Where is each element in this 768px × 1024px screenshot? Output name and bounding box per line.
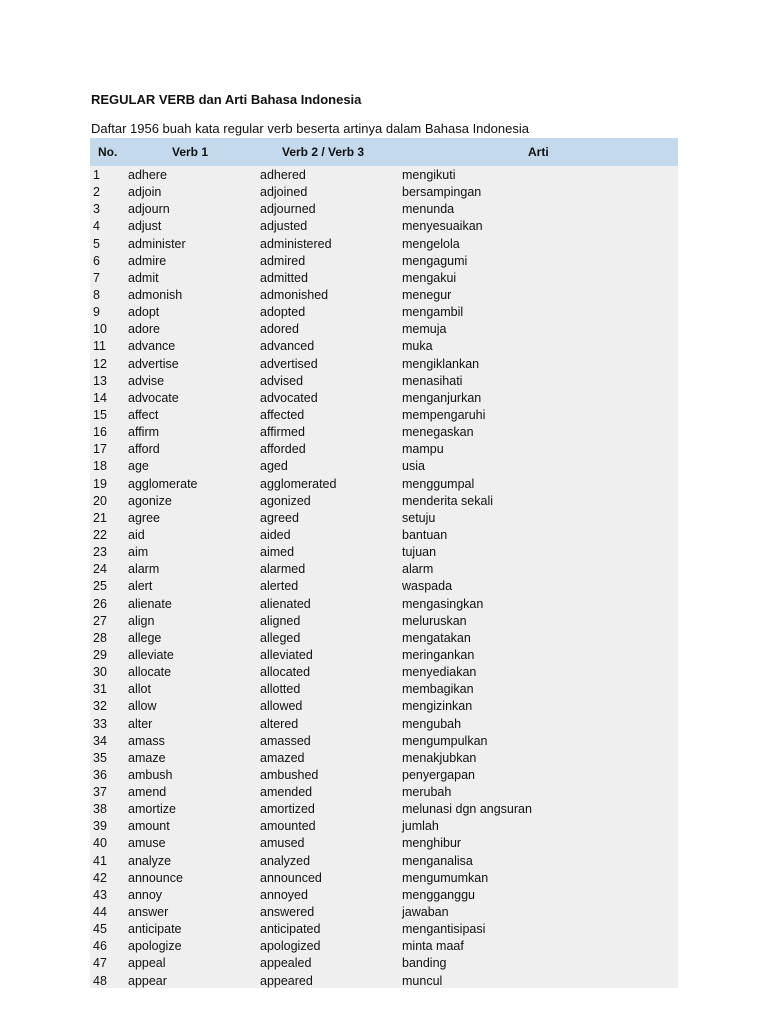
table-row <box>90 184 678 201</box>
cell-no: 28 <box>93 630 107 645</box>
cell-no: 11 <box>93 339 106 354</box>
cell-verb1: alleviate <box>128 647 174 662</box>
table-row <box>90 253 678 270</box>
cell-arti: usia <box>402 459 425 474</box>
cell-verb1: align <box>128 613 155 628</box>
cell-verb1: agglomerate <box>128 476 198 491</box>
cell-arti: menghibur <box>402 836 462 851</box>
cell-verb1: amortize <box>128 802 176 817</box>
cell-verb1: admit <box>128 270 159 285</box>
cell-arti: waspada <box>402 579 453 594</box>
cell-verb1: answer <box>128 905 169 920</box>
cell-verb23: amazed <box>260 750 305 765</box>
cell-verb23: advised <box>260 373 304 388</box>
cell-arti: mengiklankan <box>402 356 480 371</box>
cell-arti: melunasi dgn angsuran <box>402 802 532 817</box>
table-row <box>90 561 678 578</box>
cell-verb1: adjust <box>128 219 162 234</box>
cell-verb23: agreed <box>260 510 299 525</box>
cell-no: 22 <box>93 527 107 542</box>
cell-verb1: allow <box>128 699 157 714</box>
cell-arti: menggumpal <box>402 476 475 491</box>
cell-verb23: aligned <box>260 613 301 628</box>
cell-no: 46 <box>93 939 107 954</box>
cell-verb23: adored <box>260 322 299 337</box>
cell-no: 15 <box>93 407 107 422</box>
cell-arti: setuju <box>402 510 436 525</box>
cell-arti: minta maaf <box>402 939 464 954</box>
cell-no: 3 <box>93 202 100 217</box>
cell-verb1: admire <box>128 253 167 268</box>
cell-verb23: afforded <box>260 442 306 457</box>
cell-arti: mengagumi <box>402 253 468 268</box>
cell-verb23: anticipated <box>260 922 321 937</box>
cell-arti: bantuan <box>402 527 448 542</box>
cell-verb23: answered <box>260 905 315 920</box>
cell-no: 5 <box>93 236 100 251</box>
cell-verb1: amaze <box>128 750 166 765</box>
cell-verb1: allocate <box>128 665 172 680</box>
cell-verb1: anticipate <box>128 922 182 937</box>
cell-no: 43 <box>93 887 107 902</box>
cell-arti: menakjubkan <box>402 750 477 765</box>
cell-no: 34 <box>93 733 107 748</box>
table-row <box>90 527 678 544</box>
cell-arti: mengumumkan <box>402 870 489 885</box>
cell-verb1: alienate <box>128 596 172 611</box>
cell-verb23: advocated <box>260 390 318 405</box>
cell-verb23: appeared <box>260 973 313 988</box>
cell-arti: mengambil <box>402 305 464 320</box>
cell-verb23: affected <box>260 407 305 422</box>
cell-no: 1 <box>93 168 100 182</box>
cell-arti: alarm <box>402 562 434 577</box>
table-row <box>90 356 678 373</box>
cell-verb23: adjoined <box>260 185 308 200</box>
cell-no: 14 <box>93 390 107 405</box>
cell-verb23: allowed <box>260 699 303 714</box>
cell-arti: mengubah <box>402 716 462 731</box>
table-row <box>90 441 678 458</box>
table-row <box>90 887 678 904</box>
cell-verb23: altered <box>260 716 299 731</box>
table-row <box>90 698 678 715</box>
cell-arti: merubah <box>402 785 452 800</box>
cell-no: 18 <box>93 459 107 474</box>
cell-verb23: admitted <box>260 270 308 285</box>
header-no: No. <box>98 145 118 159</box>
cell-verb23: allotted <box>260 682 301 697</box>
table-row <box>90 338 678 355</box>
table-row <box>90 835 678 852</box>
cell-no: 42 <box>93 870 107 885</box>
table-row <box>90 904 678 921</box>
cell-arti: memuja <box>402 322 447 337</box>
cell-no: 20 <box>93 493 107 508</box>
table-row <box>90 853 678 870</box>
table-row <box>90 716 678 733</box>
cell-verb1: allege <box>128 630 162 645</box>
cell-arti: mempengaruhi <box>402 407 486 422</box>
table-row <box>90 630 678 647</box>
cell-arti: mengantisipasi <box>402 922 486 937</box>
cell-arti: menegaskan <box>402 425 474 440</box>
cell-no: 40 <box>93 836 107 851</box>
table-row <box>90 287 678 304</box>
cell-verb1: agonize <box>128 493 172 508</box>
cell-verb23: alarmed <box>260 562 306 577</box>
cell-verb23: alerted <box>260 579 299 594</box>
cell-arti: mengatakan <box>402 630 471 645</box>
cell-verb1: age <box>128 459 149 474</box>
cell-verb1: amend <box>128 785 167 800</box>
cell-arti: membagikan <box>402 682 474 697</box>
cell-verb1: aim <box>128 545 149 560</box>
cell-no: 31 <box>93 682 107 697</box>
cell-verb1: apologize <box>128 939 182 954</box>
cell-verb1: alert <box>128 579 153 594</box>
cell-arti: menyediakan <box>402 665 477 680</box>
cell-verb23: advanced <box>260 339 315 354</box>
cell-arti: menasihati <box>402 373 463 388</box>
table-body <box>90 166 678 990</box>
cell-verb23: announced <box>260 870 322 885</box>
cell-verb23: aided <box>260 527 291 542</box>
table-row <box>90 373 678 390</box>
cell-no: 30 <box>93 665 107 680</box>
cell-verb1: amuse <box>128 836 166 851</box>
table-header <box>90 138 678 166</box>
cell-verb23: agonized <box>260 493 311 508</box>
cell-no: 10 <box>93 322 107 337</box>
cell-verb1: amass <box>128 733 165 748</box>
table-row <box>90 818 678 835</box>
table-row <box>90 647 678 664</box>
cell-no: 38 <box>93 802 107 817</box>
cell-verb23: adjourned <box>260 202 316 217</box>
cell-verb1: affirm <box>128 425 160 440</box>
cell-verb1: afford <box>128 442 160 457</box>
cell-arti: jawaban <box>402 905 449 920</box>
table-row <box>90 938 678 955</box>
table-row <box>90 510 678 527</box>
table-row <box>90 218 678 235</box>
cell-no: 36 <box>93 767 107 782</box>
cell-arti: tujuan <box>402 545 437 560</box>
cell-verb23: amortized <box>260 802 315 817</box>
cell-verb23: aged <box>260 459 288 474</box>
cell-no: 39 <box>93 819 107 834</box>
cell-no: 35 <box>93 750 107 765</box>
cell-no: 44 <box>93 905 107 920</box>
cell-verb1: affect <box>128 407 159 422</box>
cell-no: 24 <box>93 562 107 577</box>
cell-verb23: annoyed <box>260 887 308 902</box>
cell-verb1: adjoin <box>128 185 162 200</box>
verb-table <box>90 138 678 988</box>
cell-verb1: appeal <box>128 956 166 971</box>
cell-verb1: allot <box>128 682 151 697</box>
table-row <box>90 201 678 218</box>
cell-arti: menunda <box>402 202 455 217</box>
cell-arti: mampu <box>402 442 444 457</box>
cell-arti: menganjurkan <box>402 390 482 405</box>
cell-verb23: amassed <box>260 733 311 748</box>
cell-no: 7 <box>93 270 100 285</box>
cell-no: 45 <box>93 922 107 937</box>
table-row <box>90 801 678 818</box>
cell-arti: mengasingkan <box>402 596 484 611</box>
table-row <box>90 424 678 441</box>
table-row <box>90 544 678 561</box>
cell-verb23: alienated <box>260 596 311 611</box>
cell-verb1: advertise <box>128 356 179 371</box>
cell-verb1: alter <box>128 716 153 731</box>
cell-arti: mengumpulkan <box>402 733 488 748</box>
cell-arti: mengikuti <box>402 168 456 182</box>
table-row <box>90 681 678 698</box>
cell-no: 21 <box>93 510 107 525</box>
cell-verb1: alarm <box>128 562 160 577</box>
cell-verb23: appealed <box>260 956 312 971</box>
cell-arti: banding <box>402 956 447 971</box>
cell-arti: mengakui <box>402 270 457 285</box>
table-row <box>90 476 678 493</box>
cell-verb23: alleged <box>260 630 301 645</box>
cell-arti: mengganggu <box>402 887 475 902</box>
cell-no: 9 <box>93 305 100 320</box>
table-row <box>90 321 678 338</box>
cell-verb23: ambushed <box>260 767 319 782</box>
table-row <box>90 236 678 253</box>
cell-verb23: admired <box>260 253 306 268</box>
table-row <box>90 767 678 784</box>
cell-arti: muncul <box>402 973 443 988</box>
cell-verb1: advance <box>128 339 176 354</box>
cell-no: 48 <box>93 973 107 988</box>
cell-no: 6 <box>93 253 100 268</box>
cell-verb23: agglomerated <box>260 476 337 491</box>
cell-verb23: adhered <box>260 168 306 182</box>
cell-verb23: apologized <box>260 939 321 954</box>
cell-verb1: appear <box>128 973 167 988</box>
cell-no: 8 <box>93 287 100 302</box>
cell-verb1: adopt <box>128 305 160 320</box>
cell-arti: mengelola <box>402 236 460 251</box>
cell-no: 47 <box>93 956 107 971</box>
cell-no: 2 <box>93 185 100 200</box>
cell-verb23: allocated <box>260 665 311 680</box>
table-row <box>90 578 678 595</box>
cell-arti: muka <box>402 339 433 354</box>
cell-verb1: agree <box>128 510 160 525</box>
table-row <box>90 664 678 681</box>
cell-no: 33 <box>93 716 107 731</box>
table-row <box>90 733 678 750</box>
cell-verb1: adjourn <box>128 202 170 217</box>
cell-verb23: admonished <box>260 287 329 302</box>
cell-no: 13 <box>93 373 107 388</box>
cell-verb1: administer <box>128 236 186 251</box>
cell-arti: meringankan <box>402 647 475 662</box>
table-row <box>90 613 678 630</box>
cell-verb23: amended <box>260 785 313 800</box>
cell-no: 19 <box>93 476 107 491</box>
cell-arti: menganalisa <box>402 853 473 868</box>
cell-verb23: administered <box>260 236 332 251</box>
header-arti: Arti <box>528 145 549 159</box>
table-row <box>90 458 678 475</box>
table-row <box>90 304 678 321</box>
cell-verb23: amounted <box>260 819 316 834</box>
cell-no: 41 <box>93 853 107 868</box>
cell-arti: menegur <box>402 287 452 302</box>
document-subtitle: Daftar 1956 buah kata regular verb beserta artinya dalam Bahasa Indonesia <box>91 121 529 136</box>
table-row <box>90 750 678 767</box>
cell-no: 4 <box>93 219 100 234</box>
table-row <box>90 390 678 407</box>
cell-verb1: announce <box>128 870 183 885</box>
cell-arti: penyergapan <box>402 767 475 782</box>
cell-arti: meluruskan <box>402 613 467 628</box>
cell-arti: mengizinkan <box>402 699 473 714</box>
cell-verb1: analyze <box>128 853 172 868</box>
cell-verb23: alleviated <box>260 647 313 662</box>
cell-no: 32 <box>93 699 107 714</box>
header-verb23: Verb 2 / Verb 3 <box>282 145 365 159</box>
cell-no: 29 <box>93 647 107 662</box>
cell-no: 17 <box>93 442 107 457</box>
table-row <box>90 955 678 972</box>
cell-verb23: adjusted <box>260 219 308 234</box>
cell-no: 23 <box>93 545 107 560</box>
cell-verb1: adhere <box>128 168 167 182</box>
cell-verb23: amused <box>260 836 305 851</box>
table-row <box>90 596 678 613</box>
cell-verb1: admonish <box>128 287 183 302</box>
table-row <box>90 784 678 801</box>
header-verb1: Verb 1 <box>172 145 209 159</box>
cell-no: 26 <box>93 596 107 611</box>
cell-verb1: advise <box>128 373 165 388</box>
cell-verb23: advertised <box>260 356 318 371</box>
cell-verb23: affirmed <box>260 425 305 440</box>
cell-verb1: advocate <box>128 390 179 405</box>
cell-verb23: aimed <box>260 545 295 560</box>
cell-verb1: annoy <box>128 887 163 902</box>
cell-verb23: adopted <box>260 305 306 320</box>
cell-verb1: ambush <box>128 767 173 782</box>
table-row <box>90 921 678 938</box>
cell-no: 25 <box>93 579 107 594</box>
cell-arti: jumlah <box>402 819 439 834</box>
cell-verb1: aid <box>128 527 145 542</box>
table-row <box>90 870 678 887</box>
table-row <box>90 973 678 990</box>
cell-no: 27 <box>93 613 107 628</box>
cell-verb23: analyzed <box>260 853 311 868</box>
table-row <box>90 270 678 287</box>
table-row <box>90 493 678 510</box>
table-row <box>90 407 678 424</box>
cell-verb1: amount <box>128 819 170 834</box>
cell-arti: bersampingan <box>402 185 482 200</box>
document-title: REGULAR VERB dan Arti Bahasa Indonesia <box>91 92 362 107</box>
cell-no: 12 <box>93 356 107 371</box>
cell-no: 16 <box>93 425 107 440</box>
cell-no: 37 <box>93 785 107 800</box>
table-row <box>90 167 678 184</box>
cell-arti: menderita sekali <box>402 493 494 508</box>
cell-arti: menyesuaikan <box>402 219 483 234</box>
cell-verb1: adore <box>128 322 160 337</box>
